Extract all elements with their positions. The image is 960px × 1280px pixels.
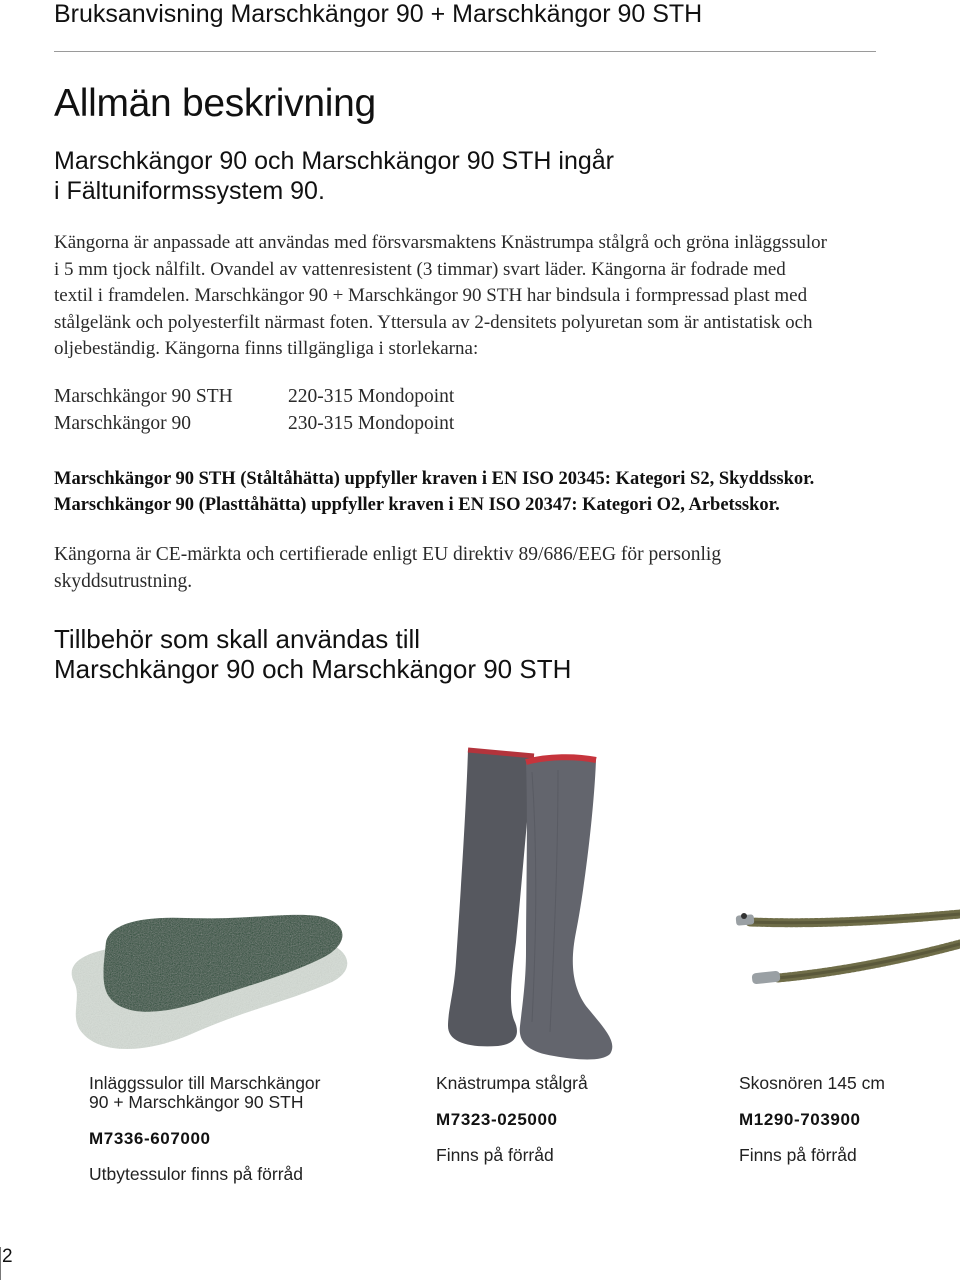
- standards-statement: [54, 466, 914, 518]
- size-range-90: 230-315 Mondopoint: [288, 413, 455, 434]
- sock-image: [408, 742, 628, 1062]
- size-range-sth: 220-315 Mondopoint: [288, 386, 455, 407]
- standards-line-90: Marschkängor 90 (Plasttåhätta) uppfyller kraven i EN ISO 20347: Kategori O2, Arbetsskor.: [54, 495, 780, 515]
- description-line: stålgelänk och polyesterfilt närmast foten. Yttersula av 2-densitets polyuretan som är antistatisk och: [54, 311, 813, 333]
- lace-lower: [778, 944, 960, 978]
- section-subtitle: [54, 146, 874, 206]
- aglet-lower: [752, 971, 781, 985]
- section-title: Allmän beskrivning: [54, 82, 376, 125]
- accessories-title-line-1: Tillbehör som skall användas till: [54, 624, 421, 654]
- insole-image: [56, 900, 386, 1065]
- description-line: textil i framdelen. Marschkängor 90 + Marschkängor 90 STH har bindsula i formpressad plast med: [54, 285, 808, 307]
- subtitle-line-1: Marschkängor 90 och Marschkängor 90 STH ingår: [54, 147, 614, 175]
- ce-paragraph: [54, 541, 814, 595]
- description-line: i 5 mm tjock nålfilt. Ovandel av vattenresistent (3 timmar) svart läder. Kängorna är fodrade med: [54, 258, 786, 280]
- size-model-sth: Marschkängor 90 STH: [54, 386, 233, 407]
- page-number: 2: [2, 1246, 13, 1267]
- accessory-lace-caption: [739, 1074, 949, 1166]
- page-number-rule: [0, 1247, 1, 1280]
- accessory-insole-note: Utbytessulor finns på förråd: [89, 1164, 303, 1184]
- ce-line-2: skyddsutrustning.: [54, 571, 193, 592]
- accessory-sock-name: Knästrumpa stålgrå: [436, 1073, 588, 1093]
- accessory-insole-code: M7336-607000: [89, 1129, 211, 1148]
- accessory-sock-caption: [436, 1074, 716, 1166]
- accessory-insole-caption: [89, 1074, 389, 1185]
- accessory-sock-code: M7323-025000: [436, 1110, 558, 1129]
- shoelaces-image: [700, 900, 960, 1020]
- accessory-insole-name-line-2: 90 + Marschkängor 90 STH: [89, 1092, 304, 1112]
- subtitle-line-2: i Fältuniformssystem 90.: [54, 177, 325, 205]
- size-model-90: Marschkängor 90: [54, 413, 192, 434]
- accessory-insole-name-line-1: Inläggssulor till Marschkängor: [89, 1073, 321, 1093]
- description-paragraph: [54, 230, 874, 363]
- header-rule: [54, 51, 876, 52]
- accessory-lace-code: M1290-703900: [739, 1110, 861, 1129]
- accessories-title: [54, 624, 914, 684]
- sock-back: [448, 750, 534, 1046]
- accessories-title-line-2: Marschkängor 90 och Marschkängor 90 STH: [54, 654, 572, 684]
- description-line: Kängorna är anpassade att användas med försvarsmaktens Knästrumpa stålgrå och gröna inläggssulor: [54, 232, 827, 253]
- description-line: oljebeständig. Kängorna finns tillgängliga i storlekarna:: [54, 338, 479, 360]
- accessory-lace-name: Skosnören 145 cm: [739, 1073, 885, 1093]
- ce-line-1: Kängorna är CE-märkta och certifierade enligt EU direktiv 89/686/EEG för personlig: [54, 544, 722, 565]
- running-header: Bruksanvisning Marschkängor 90 + Marschkängor 90 STH: [54, 0, 703, 28]
- accessory-lace-note: Finns på förråd: [739, 1145, 857, 1165]
- accessory-sock-note: Finns på förråd: [436, 1145, 554, 1165]
- standards-line-sth: Marschkängor 90 STH (Ståltåhätta) uppfyller kraven i EN ISO 20345: Kategori S2, Skyddsskor.: [54, 469, 815, 489]
